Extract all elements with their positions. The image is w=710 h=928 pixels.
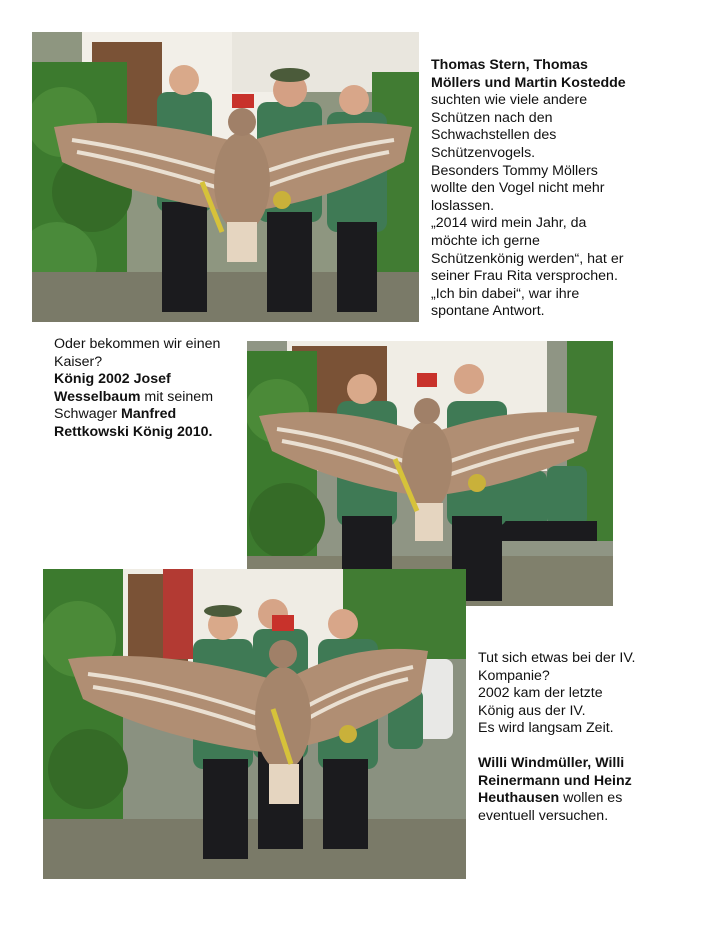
caption-bottom-right (478, 650, 638, 825)
caption-names-bold: Willi Windmüller, Willi Reinermann und Heinz Heuthausen (478, 754, 632, 807)
caption-text: 2002 kam der letzte König aus der IV. (478, 685, 603, 719)
caption-text: Besonders Tommy Möllers wollte den Vogel nicht mehr loslassen. (431, 162, 605, 214)
caption-text: mit seinem Schwager (54, 388, 214, 423)
caption-quote: „2014 wird mein Jahr, da möchte ich gerne Schützenkönig werden“, hat er seiner Frau Rita versprochen. „Ich bin dabei“, war ihre spontane Antwort. (431, 215, 624, 320)
caption-names-bold: Manfred Rettkowski König 2010. (54, 406, 213, 440)
caption-spacer (478, 738, 638, 755)
photo-three-members-fourth-company (43, 569, 466, 879)
photo-three-schuetzen-with-eagle (32, 32, 419, 322)
caption-question: Tut sich etwas bei der IV. Kompanie? (478, 650, 636, 684)
caption-text: suchten wie viele andere Schützen nach den Schwachstellen des Schützenvogels. (431, 92, 588, 161)
caption-text: wollen es eventuell versuchen. (478, 790, 623, 824)
caption-top-right (431, 57, 631, 321)
caption-text: Es wird langsam Zeit. (478, 720, 614, 737)
caption-names-bold: Thomas Stern, Thomas Möllers und Martin Kostedde (431, 57, 626, 91)
caption-names-bold: König 2002 Josef Wesselbaum (54, 371, 171, 405)
caption-middle-left (54, 336, 244, 442)
caption-question: Oder bekommen wir einen Kaiser? (54, 336, 221, 370)
photo-two-kings-with-eagle (247, 341, 613, 606)
